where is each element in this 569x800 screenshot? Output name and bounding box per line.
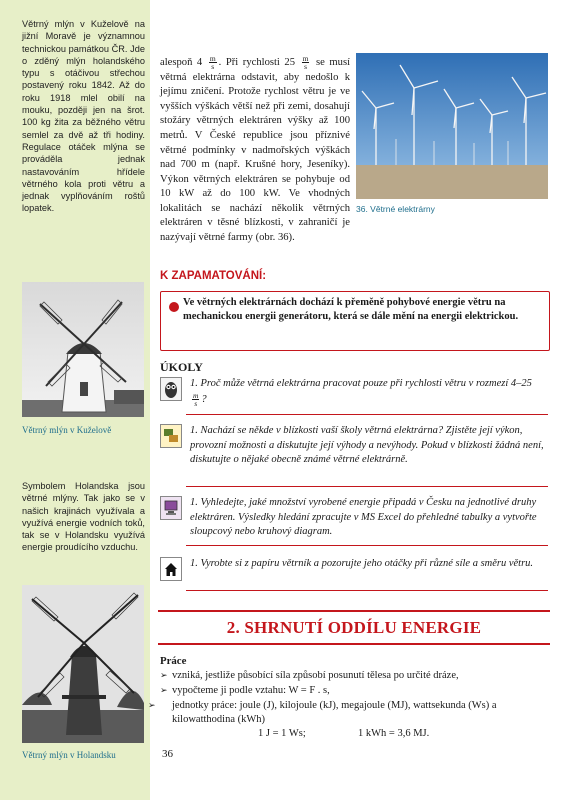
remember-text: Ve větrných elektrárnách dochází k přeměně pohybové energie větru na mechanickou energii generátoru, která se dále mění na energii elektrickou. [183, 297, 519, 322]
photo-caption: 36. Větrné elektrárny [356, 204, 435, 214]
intro-part3: se musí větrná elektrárna odstavit, aby nedošlo k jejímu zničení. Protože rychlost větru je ve vyšších výškách větší než při zemi, dosahují stožáry větrných elektráren výšky až 100 metrů. V České republice jsou příznivé větrné podmínky v nadmořských výškách nad 700 m (např. Krušné hory, Jeseníky). Výkon větrných elektráren se pohybuje od 10 kW až do 100 kW. Ve vhodných lokalitách se nachází několik větrných elektráren v těsné blízkosti, v zahraničí je nazývají větrné farmy (obr. 36). [160, 56, 351, 244]
discussion-icon [160, 424, 182, 448]
formula-kwh: 1 kWh = 3,6 MJ. [358, 728, 430, 739]
wind-turbines-photo [356, 53, 548, 199]
list-item: ➢ vypočteme ji podle vztahu: W = F . s, [160, 685, 330, 696]
house-icon [160, 557, 182, 581]
sidebar [0, 0, 150, 800]
task-text: 1. Vyrobte si z papíru větrník a pozorujte jeho otáčky při různé síle a směru větru. [190, 558, 534, 569]
arrow-bullet-icon: ➢ [160, 671, 168, 681]
task-text-suffix: ? [201, 393, 207, 405]
unit-fraction: $\frac{m}{s}$ [302, 54, 309, 71]
summary-rule-top [158, 610, 550, 612]
page-number: 36 [162, 748, 173, 760]
computer-icon [160, 496, 182, 520]
arrow-bullet-icon: ➢ [148, 701, 156, 711]
windmill-holland-image [22, 585, 144, 743]
intro-part1: alespoň 4 [160, 56, 203, 68]
task-divider [186, 486, 548, 487]
owl-icon [160, 377, 182, 401]
task-text: 1. Nachází se někde v blízkosti vaší školy větrná elektrárna? Zjistěte její výkon, provozní možnosti a diskutujte její výhody a nevýhody. Pokud v blízkosti žádná není, diskutujte o nějaké obecně známé větrné elektrárně. [190, 425, 544, 465]
task-divider [186, 414, 548, 415]
task-divider [186, 545, 548, 546]
formula-joule: 1 J = 1 Ws; [258, 728, 306, 739]
unit-fraction: $\frac{m}{s}$ [209, 54, 216, 71]
arrow-bullet-icon: ➢ [160, 686, 168, 696]
intro-part2: . Při rychlosti 25 [218, 56, 296, 68]
caption-kuzelov: Větrný mlýn v Kuželově [22, 425, 112, 435]
sidebar-text-kuzelov: Větrný mlýn v Kuželově na jižní Moravě je významnou technickou památkou ČR. Jde o zděný mlýn holandského typu s otáčivou střechou postavený roku 1842. Až do roku 1918 mlel obilí na mouku, později jen na šrot. 100 kg žita za běžného větru semlel za dvě až tři hodiny. Regulace otáček mlýna se prováděla jednak nastavováním hřídele větrného kola proti větru a jednak vyplňováním roštů lopatek. [22, 19, 145, 214]
list-item: ➢ jednotky práce: joule (J), kilojoule (kJ), megajoule (MJ), wattsekunda (Ws) a kilowatthodina (kWh) [148, 700, 497, 725]
windmill-holland-illustration [22, 585, 144, 743]
task-divider [186, 590, 548, 591]
task-text: 1. Vyhledejte, jaké množství vyrobené energie připadá v Česku na jednotlivé druhy elektráren. Výsledky hledání zpracujte v MS Excel do přehledné tabulky a vytvořte sloupcový nebo kruhový diagram. [190, 497, 537, 537]
bullet-icon [169, 302, 179, 312]
intro-paragraph [160, 55, 350, 246]
summary-title: 2. SHRNUTÍ ODDÍLU ENERGIE [226, 618, 482, 637]
sidebar-text-holland: Symbolem Holandska jsou větrné mlýny. Tak jako se v našich krajinách využívala a využívá energie vodních toků, tak se v Holandsku využívá energie proudícího vzduchu. [22, 481, 145, 553]
tasks-title: ÚKOLY [160, 360, 203, 374]
windmill-kuzelov-illustration [22, 282, 144, 417]
summary-rule-bottom [158, 643, 550, 645]
list-item: ➢ vzniká, jestliže působící síla způsobí posunutí tělesa po určité dráze, [160, 670, 459, 681]
wind-farm-illustration [356, 53, 548, 199]
unit-fraction: $\frac{m}{s}$ [193, 390, 199, 408]
remember-box [160, 291, 550, 351]
task-text-main: 1. Proč může větrná elektrárna pracovat pouze při rychlosti větru v rozmezí 4–25 [190, 378, 532, 389]
work-subtitle: Práce [160, 655, 187, 667]
task-text [190, 377, 545, 407]
remember-heading: K ZAPAMATOVÁNÍ: [160, 270, 267, 282]
windmill-kuzelov-image [22, 282, 144, 417]
caption-holland: Větrný mlýn v Holandsku [22, 750, 116, 760]
